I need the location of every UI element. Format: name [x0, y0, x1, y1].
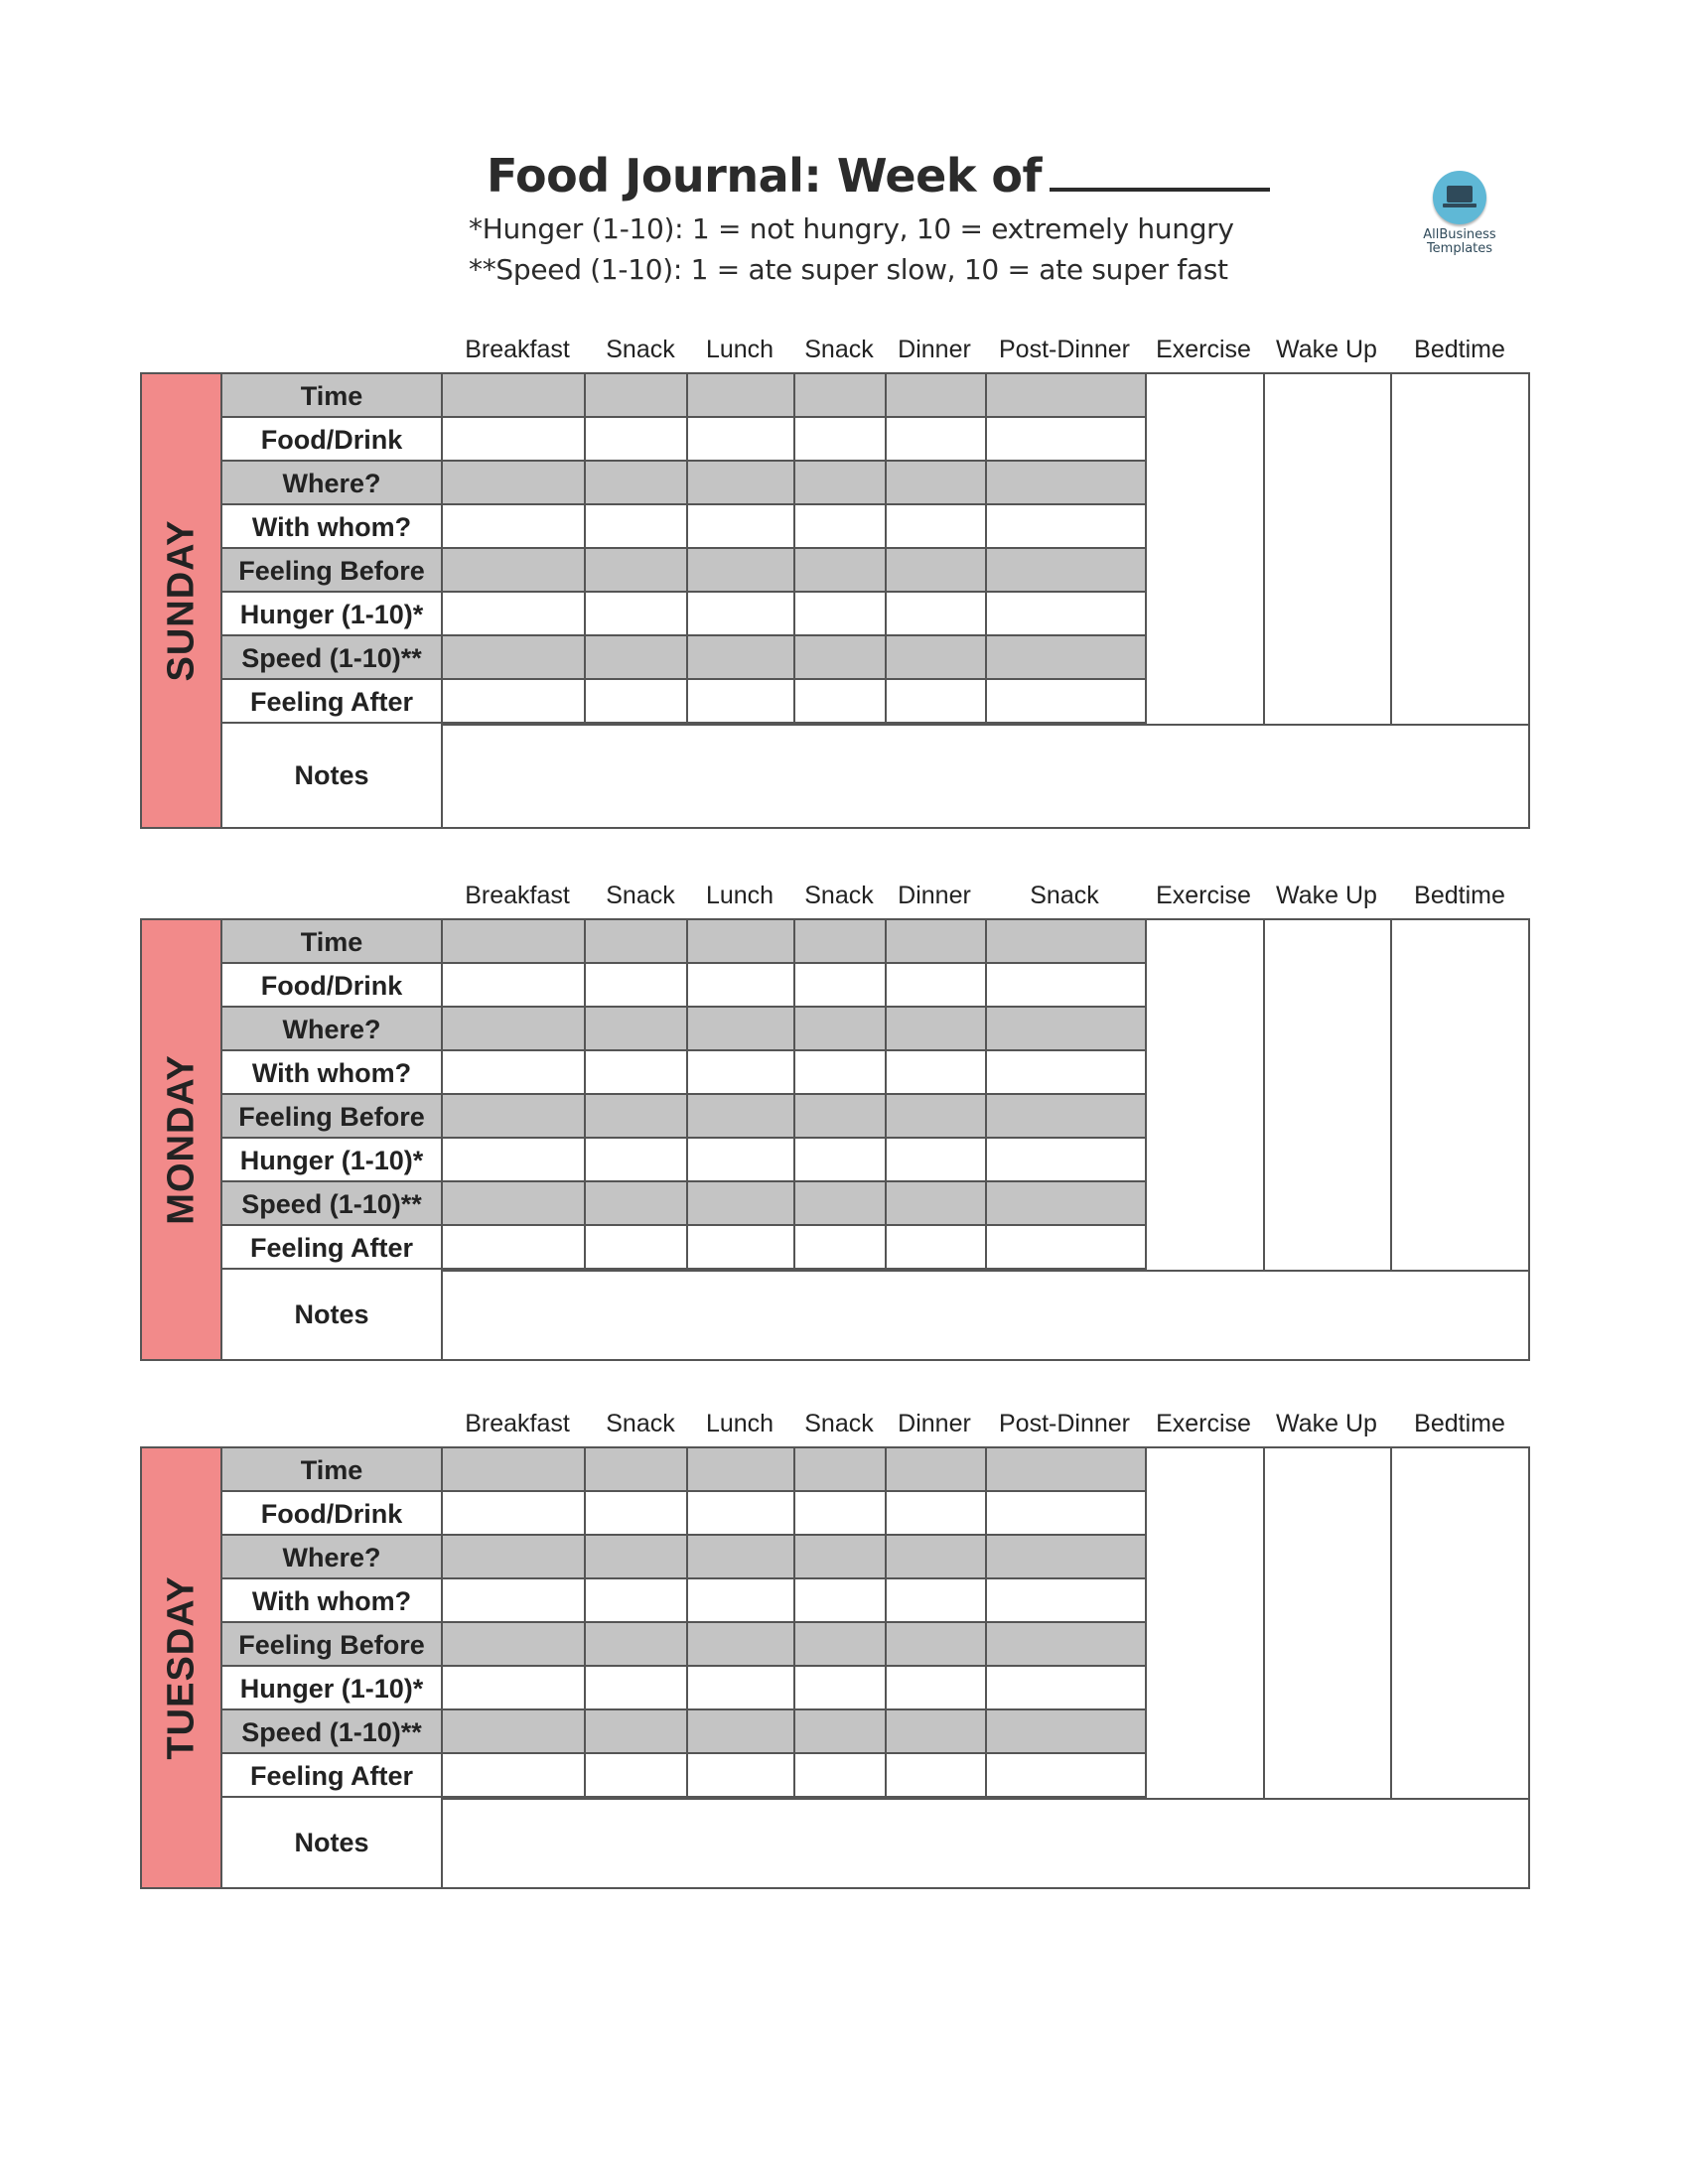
entry-cell[interactable]	[586, 1754, 688, 1798]
table-row	[222, 505, 1147, 549]
entry-cell[interactable]	[688, 1710, 795, 1754]
entry-cell[interactable]	[887, 593, 987, 636]
entry-cell[interactable]	[443, 593, 586, 636]
entry-cell[interactable]	[887, 920, 987, 964]
entry-cell[interactable]	[887, 1182, 987, 1226]
entry-cell[interactable]	[795, 462, 887, 505]
entry-cell[interactable]	[586, 1536, 688, 1579]
column-header: Snack	[606, 882, 675, 909]
entry-cell[interactable]	[795, 680, 887, 724]
hunger-legend: *Hunger (1-10): 1 = not hungry, 10 = extremely hungry	[469, 212, 1234, 245]
entry-cell[interactable]	[887, 1623, 987, 1667]
entry-cell-bedtime[interactable]	[1390, 374, 1528, 724]
entry-cell[interactable]	[795, 1667, 887, 1710]
table-row	[222, 1139, 1147, 1182]
entry-cell[interactable]	[586, 1579, 688, 1623]
entry-cell[interactable]	[586, 549, 688, 593]
entry-cell[interactable]	[443, 1623, 586, 1667]
speed-legend: **Speed (1-10): 1 = ate super slow, 10 = ate super fast	[469, 253, 1228, 286]
entry-cell[interactable]	[443, 1095, 586, 1139]
entry-cell[interactable]	[443, 374, 586, 418]
column-headers	[140, 1402, 1530, 1445]
entry-cell[interactable]	[688, 920, 795, 964]
row-label: Food/Drink	[222, 1492, 443, 1536]
entry-cell[interactable]	[795, 549, 887, 593]
entry-cell[interactable]	[795, 1226, 887, 1270]
entry-cell[interactable]	[987, 1623, 1147, 1667]
row-label: With whom?	[222, 1051, 443, 1095]
entry-cell[interactable]	[443, 462, 586, 505]
entry-cell[interactable]	[586, 505, 688, 549]
entry-cell[interactable]	[688, 680, 795, 724]
row-label: Speed (1-10)**	[222, 1182, 443, 1226]
entry-cell[interactable]	[443, 1492, 586, 1536]
entry-cell[interactable]	[688, 1448, 795, 1492]
notes-area[interactable]	[443, 1270, 1528, 1359]
column-header: Post-Dinner	[999, 1410, 1130, 1437]
column-header: Wake Up	[1276, 1410, 1377, 1437]
entry-cell[interactable]	[688, 1667, 795, 1710]
row-label: Food/Drink	[222, 964, 443, 1008]
entry-cell[interactable]	[795, 920, 887, 964]
entry-cell[interactable]	[688, 1754, 795, 1798]
entry-cell[interactable]	[688, 1536, 795, 1579]
entry-cell[interactable]	[987, 1492, 1147, 1536]
table-row	[222, 1579, 1147, 1623]
entry-cell[interactable]	[688, 1095, 795, 1139]
table-row	[222, 1095, 1147, 1139]
column-header: Lunch	[705, 336, 774, 363]
entry-cell[interactable]	[987, 1051, 1147, 1095]
entry-cell[interactable]	[688, 1492, 795, 1536]
entry-cell[interactable]	[795, 1182, 887, 1226]
entry-cell[interactable]	[987, 374, 1147, 418]
entry-cell[interactable]	[795, 1008, 887, 1051]
entry-cell[interactable]	[586, 1623, 688, 1667]
row-label: Feeling Before	[222, 1623, 443, 1667]
entry-cell[interactable]	[586, 680, 688, 724]
entry-cell[interactable]	[987, 593, 1147, 636]
table-row	[222, 1623, 1147, 1667]
column-header: Snack	[804, 1410, 874, 1437]
table-row	[222, 462, 1147, 505]
column-headers	[140, 328, 1530, 371]
entry-cell[interactable]	[887, 505, 987, 549]
row-label: Where?	[222, 1536, 443, 1579]
entry-cell-wake-up[interactable]	[1263, 920, 1390, 1270]
entry-cell[interactable]	[987, 1095, 1147, 1139]
row-label: Time	[222, 374, 443, 418]
entry-cell[interactable]	[887, 636, 987, 680]
column-header: Dinner	[898, 882, 971, 909]
row-label: Feeling After	[222, 680, 443, 724]
column-header: Snack	[804, 336, 874, 363]
row-label: With whom?	[222, 1579, 443, 1623]
entry-cell[interactable]	[987, 636, 1147, 680]
entry-cell[interactable]	[795, 1095, 887, 1139]
row-label: Food/Drink	[222, 418, 443, 462]
entry-cell[interactable]	[586, 920, 688, 964]
day-section-monday	[140, 874, 1530, 1361]
table-row	[222, 1710, 1147, 1754]
row-label: Speed (1-10)**	[222, 636, 443, 680]
table-row	[222, 920, 1147, 964]
column-header: Snack	[606, 1410, 675, 1437]
entry-cell[interactable]	[987, 462, 1147, 505]
entry-cell[interactable]	[688, 505, 795, 549]
column-header: Lunch	[705, 882, 774, 909]
entry-cell[interactable]	[887, 1710, 987, 1754]
entry-cell[interactable]	[795, 505, 887, 549]
entry-cell[interactable]	[443, 549, 586, 593]
entry-cell-bedtime[interactable]	[1390, 920, 1528, 1270]
day-section-tuesday	[140, 1402, 1530, 1889]
column-header: Dinner	[898, 1410, 971, 1437]
entry-cell[interactable]	[887, 418, 987, 462]
entry-cell[interactable]	[987, 680, 1147, 724]
entry-cell[interactable]	[795, 1579, 887, 1623]
notes-area[interactable]	[443, 1798, 1528, 1887]
entry-cell[interactable]	[443, 1754, 586, 1798]
entry-cell[interactable]	[688, 1623, 795, 1667]
entry-cell[interactable]	[443, 1667, 586, 1710]
entry-cell[interactable]	[887, 1754, 987, 1798]
entry-cell[interactable]	[795, 636, 887, 680]
day-band	[142, 374, 222, 827]
notes-area[interactable]	[443, 724, 1528, 827]
table-row	[222, 1226, 1147, 1270]
entry-cell[interactable]	[987, 1667, 1147, 1710]
entry-cell[interactable]	[795, 593, 887, 636]
entry-cell[interactable]	[443, 680, 586, 724]
entry-cell[interactable]	[586, 1226, 688, 1270]
entry-cell[interactable]	[443, 636, 586, 680]
table-row	[222, 374, 1147, 418]
entry-cell[interactable]	[688, 549, 795, 593]
entry-cell[interactable]	[688, 1008, 795, 1051]
entry-cell-exercise[interactable]	[1145, 374, 1263, 724]
column-header: Breakfast	[465, 1410, 570, 1437]
entry-cell[interactable]	[688, 1182, 795, 1226]
entry-cell[interactable]	[443, 505, 586, 549]
entry-cell[interactable]	[987, 1139, 1147, 1182]
entry-cell[interactable]	[443, 964, 586, 1008]
entry-cell[interactable]	[987, 1536, 1147, 1579]
column-header: Breakfast	[465, 882, 570, 909]
entry-cell[interactable]	[688, 462, 795, 505]
journal-grid	[140, 918, 1530, 1361]
entry-cell[interactable]	[586, 1667, 688, 1710]
column-header: Wake Up	[1276, 882, 1377, 909]
entry-cell[interactable]	[887, 462, 987, 505]
entry-cell[interactable]	[688, 1139, 795, 1182]
laptop-icon	[1433, 171, 1486, 224]
entry-cell[interactable]	[987, 1182, 1147, 1226]
table-row	[222, 593, 1147, 636]
column-header: Bedtime	[1414, 882, 1505, 909]
column-header: Bedtime	[1414, 1410, 1505, 1437]
day-label: SUNDAY	[160, 519, 202, 682]
entry-cell[interactable]	[586, 462, 688, 505]
logo-text: AllBusiness Templates	[1423, 227, 1496, 256]
column-header: Snack	[804, 882, 874, 909]
column-header: Breakfast	[465, 336, 570, 363]
table-row	[222, 1051, 1147, 1095]
entry-cell[interactable]	[586, 418, 688, 462]
entry-cell[interactable]	[688, 374, 795, 418]
table-row	[222, 1008, 1147, 1051]
entry-cell[interactable]	[887, 1226, 987, 1270]
page-header	[0, 0, 1688, 298]
column-header: Snack	[1030, 882, 1099, 909]
entry-cell[interactable]	[987, 418, 1147, 462]
entry-cell[interactable]	[443, 1139, 586, 1182]
entry-cell[interactable]	[586, 1448, 688, 1492]
entry-cell[interactable]	[795, 374, 887, 418]
entry-cell[interactable]	[795, 1623, 887, 1667]
notes-label: Notes	[222, 724, 443, 827]
entry-cell-wake-up[interactable]	[1263, 374, 1390, 724]
entry-cell[interactable]	[887, 680, 987, 724]
column-header: Lunch	[705, 1410, 774, 1437]
day-label: MONDAY	[160, 1054, 202, 1225]
entry-cell[interactable]	[586, 964, 688, 1008]
row-label: With whom?	[222, 505, 443, 549]
entry-cell[interactable]	[688, 418, 795, 462]
entry-cell[interactable]	[443, 1710, 586, 1754]
entry-cell[interactable]	[887, 1051, 987, 1095]
entry-cell[interactable]	[887, 1139, 987, 1182]
notes-label: Notes	[222, 1270, 443, 1359]
entry-cell[interactable]	[987, 1710, 1147, 1754]
column-header: Exercise	[1156, 1410, 1251, 1437]
entry-cell[interactable]	[987, 505, 1147, 549]
entry-cell[interactable]	[795, 1754, 887, 1798]
entry-cell[interactable]	[887, 964, 987, 1008]
entry-cell[interactable]	[987, 920, 1147, 964]
entry-cell[interactable]	[887, 1579, 987, 1623]
row-label: Hunger (1-10)*	[222, 1667, 443, 1710]
title-text: Food Journal: Week of	[487, 149, 1043, 203]
entry-cell[interactable]	[887, 1536, 987, 1579]
entry-cell[interactable]	[688, 964, 795, 1008]
entry-cell[interactable]	[688, 1226, 795, 1270]
entry-cell[interactable]	[443, 1008, 586, 1051]
row-label: Feeling Before	[222, 549, 443, 593]
row-label: Feeling After	[222, 1754, 443, 1798]
entry-cell[interactable]	[987, 1008, 1147, 1051]
day-section-sunday	[140, 328, 1530, 829]
entry-cell[interactable]	[586, 636, 688, 680]
entry-cell-exercise[interactable]	[1145, 920, 1263, 1270]
row-label: Feeling After	[222, 1226, 443, 1270]
entry-cell[interactable]	[887, 1095, 987, 1139]
row-label: Where?	[222, 1008, 443, 1051]
column-header: Post-Dinner	[999, 336, 1130, 363]
week-blank-line[interactable]	[1050, 150, 1270, 192]
table-row	[222, 964, 1147, 1008]
entry-cell[interactable]	[586, 374, 688, 418]
entry-cell[interactable]	[987, 964, 1147, 1008]
entry-cell[interactable]	[586, 1095, 688, 1139]
entry-cell-exercise[interactable]	[1145, 1448, 1263, 1798]
notes-label: Notes	[222, 1798, 443, 1887]
table-row	[222, 1492, 1147, 1536]
entry-cell[interactable]	[688, 636, 795, 680]
entry-cell[interactable]	[586, 1008, 688, 1051]
column-header: Exercise	[1156, 882, 1251, 909]
entry-cell[interactable]	[887, 549, 987, 593]
entry-cell-wake-up[interactable]	[1263, 1448, 1390, 1798]
allbusiness-logo	[1390, 171, 1529, 260]
entry-cell[interactable]	[586, 1182, 688, 1226]
entry-cell[interactable]	[987, 1448, 1147, 1492]
table-row	[222, 418, 1147, 462]
column-header: Bedtime	[1414, 336, 1505, 363]
column-header: Exercise	[1156, 336, 1251, 363]
entry-cell[interactable]	[987, 1579, 1147, 1623]
table-row	[222, 636, 1147, 680]
entry-cell[interactable]	[887, 1492, 987, 1536]
day-label: TUESDAY	[160, 1575, 202, 1760]
entry-cell[interactable]	[887, 374, 987, 418]
entry-cell[interactable]	[688, 593, 795, 636]
table-row	[222, 680, 1147, 724]
column-headers	[140, 874, 1530, 917]
column-header: Snack	[606, 336, 675, 363]
entry-cell[interactable]	[688, 1579, 795, 1623]
entry-cell[interactable]	[987, 1754, 1147, 1798]
row-label: Time	[222, 920, 443, 964]
entry-cell-bedtime[interactable]	[1390, 1448, 1528, 1798]
entry-cell[interactable]	[795, 1139, 887, 1182]
entry-cell[interactable]	[887, 1448, 987, 1492]
page-title	[487, 149, 1270, 203]
table-row	[222, 1667, 1147, 1710]
entry-cell[interactable]	[688, 1051, 795, 1095]
entry-cell[interactable]	[795, 1448, 887, 1492]
entry-cell[interactable]	[987, 1226, 1147, 1270]
table-row	[222, 1536, 1147, 1579]
row-label: Time	[222, 1448, 443, 1492]
entry-cell[interactable]	[443, 1226, 586, 1270]
column-header: Wake Up	[1276, 336, 1377, 363]
day-band	[142, 920, 222, 1359]
journal-grid	[140, 1446, 1530, 1889]
column-header: Dinner	[898, 336, 971, 363]
entry-cell[interactable]	[443, 1182, 586, 1226]
table-row	[222, 549, 1147, 593]
table-row	[222, 1448, 1147, 1492]
row-label: Feeling Before	[222, 1095, 443, 1139]
entry-cell[interactable]	[586, 1710, 688, 1754]
entry-cell[interactable]	[795, 1492, 887, 1536]
entry-cell[interactable]	[795, 418, 887, 462]
entry-cell[interactable]	[586, 1492, 688, 1536]
entry-cell[interactable]	[987, 549, 1147, 593]
row-label: Where?	[222, 462, 443, 505]
entry-cell[interactable]	[887, 1008, 987, 1051]
entry-cell[interactable]	[443, 418, 586, 462]
entry-cell[interactable]	[586, 1051, 688, 1095]
entry-cell[interactable]	[795, 964, 887, 1008]
table-row	[222, 1754, 1147, 1798]
entry-cell[interactable]	[586, 1139, 688, 1182]
entry-cell[interactable]	[443, 1579, 586, 1623]
entry-cell[interactable]	[443, 1448, 586, 1492]
row-label: Hunger (1-10)*	[222, 1139, 443, 1182]
day-band	[142, 1448, 222, 1887]
entry-cell[interactable]	[795, 1051, 887, 1095]
entry-cell[interactable]	[443, 1536, 586, 1579]
row-label: Hunger (1-10)*	[222, 593, 443, 636]
entry-cell[interactable]	[887, 1667, 987, 1710]
journal-grid	[140, 372, 1530, 829]
entry-cell[interactable]	[443, 920, 586, 964]
entry-cell[interactable]	[795, 1536, 887, 1579]
entry-cell[interactable]	[443, 1051, 586, 1095]
table-row	[222, 1182, 1147, 1226]
entry-cell[interactable]	[586, 593, 688, 636]
row-label: Speed (1-10)**	[222, 1710, 443, 1754]
entry-cell[interactable]	[795, 1710, 887, 1754]
